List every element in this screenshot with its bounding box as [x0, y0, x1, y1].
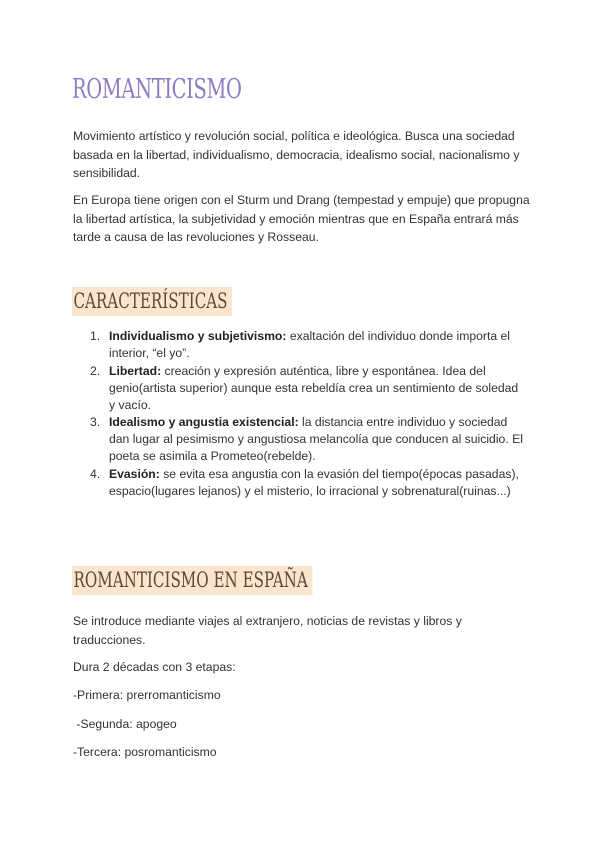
list-item-text: exaltación del individuo donde importa el interior, “el yo”.: [109, 329, 511, 360]
list-item: [73, 328, 523, 362]
list-item: [73, 466, 523, 500]
intro-paragraph-2: En Europa tiene origen con el Sturm und Drang (tempestad y empuje) que propugna la libertad artística, la subjetividad y emoción mientras que en España entrará más tarde a causa de las revoluciones y Rosseau.: [73, 193, 530, 244]
espana-paragraph-1: Se introduce mediante viajes al extranjero, noticias de revistas y libros y traducciones.: [73, 614, 462, 647]
espana-paragraph-2: Dura 2 décadas con 3 etapas:: [73, 660, 236, 674]
list-item-number: 2.: [90, 363, 101, 378]
list-item-text: la distancia entre individuo y sociedad dan lugar al pesimismo y angustiosa melancolía que conducen al suicidio. El poeta se asimila a Prometeo(rebelde).: [109, 415, 523, 463]
list-item-term: Evasión:: [109, 466, 160, 481]
etapa-tercera: -Tercera: posromanticismo: [73, 745, 217, 759]
section-heading-caracteristicas: CARACTERÍSTICAS: [72, 287, 232, 316]
list-item: [73, 414, 523, 465]
list-item-text: creación y expresión auténtica, libre y espontánea. Idea del genio(artista superior) aunque esta rebeldía crea un sentimiento de soledad y vacío.: [109, 363, 519, 412]
list-item: [73, 363, 523, 414]
section-heading-espana: ROMANTICISMO EN ESPAÑA: [72, 566, 312, 595]
list-item-term: Individualismo y subjetivismo:: [109, 329, 287, 343]
list-item-text: se evita esa angustia con la evasión del tiempo(épocas pasadas), espacio(lugares lejanos) y el misterio, lo irracional y sobrenatural(ruinas...): [109, 466, 519, 498]
page-title: ROMANTICISMO: [72, 74, 242, 105]
list-item-number: 4.: [90, 466, 101, 481]
etapa-segunda: -Segunda: apogeo: [73, 717, 177, 731]
caracteristicas-list: [73, 328, 523, 500]
list-item-term: Libertad:: [109, 363, 162, 378]
list-item-term: Idealismo y angustia existencial:: [109, 415, 299, 429]
list-item-number: 3.: [90, 415, 101, 429]
intro-paragraph-1: Movimiento artístico y revolución social, política e ideológica. Busca una sociedad basada en la libertad, individualismo, democracia, idealismo social, nacionalismo y sensibilidad.: [73, 129, 520, 180]
etapa-primera: -Primera: prerromanticismo: [73, 688, 221, 702]
list-item-number: 1.: [90, 329, 101, 343]
